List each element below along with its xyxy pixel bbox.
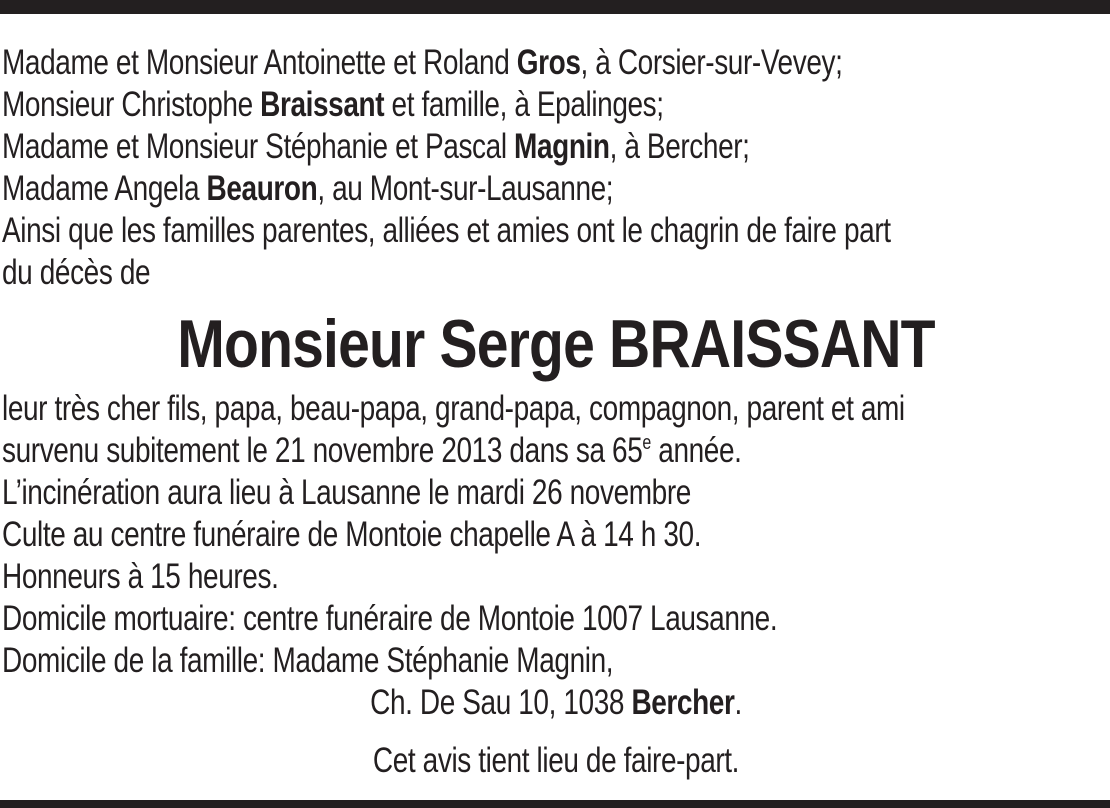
chagrin-line-2: du décès de (2, 253, 151, 292)
family-address-line (113, 682, 999, 724)
chagrin-line-1: Ainsi que les familles parentes, alliées et amies ont le chagrin de faire part (2, 211, 891, 250)
bottom-rule-bar (0, 800, 1110, 808)
family-line-text: Madame et Monsieur Antoinette et Roland (2, 43, 517, 82)
top-rule-bar (0, 0, 1110, 14)
death-date-text: année. (650, 431, 742, 470)
family-line-text: et famille, à Epalinges; (384, 85, 664, 124)
family-line-text: , au Mont-sur-Lausanne; (317, 169, 614, 208)
address-locality-bold: Bercher (631, 683, 735, 722)
family-line-text: Monsieur Christophe (2, 85, 261, 124)
family-line-text: Madame Angela (2, 169, 207, 208)
address-text: Ch. De Sau 10, 1038 (370, 683, 632, 722)
family-name-bold: Beauron (206, 169, 318, 208)
family-name-bold: Gros (516, 43, 581, 82)
death-date-line (2, 430, 888, 472)
tribute-line: leur très cher fils, papa, beau-papa, grand-papa, compagnon, parent et ami (2, 389, 905, 428)
family-line-text: Madame et Monsieur Stéphanie et Pascal (2, 127, 515, 166)
family-name-bold: Braissant (260, 85, 385, 124)
ordinal-superscript: e (642, 432, 651, 454)
domicile-mortuaire-line: Domicile mortuaire: centre funéraire de Montoie 1007 Lausanne. (2, 599, 778, 638)
address-text: . (734, 683, 742, 722)
deceased-name-title: Monsieur Serge BRAISSANT (177, 306, 935, 382)
cremation-line: L’incinération aura lieu à Lausanne le mardi 26 novembre (2, 473, 691, 512)
family-line-beauron (2, 168, 888, 210)
family-line-gros (2, 42, 888, 84)
honneurs-line: Honneurs à 15 heures. (2, 557, 279, 596)
family-name-bold: Magnin (514, 127, 610, 166)
family-line-magnin (2, 126, 888, 168)
closing-line: Cet avis tient lieu de faire-part. (372, 741, 740, 780)
domicile-famille-line: Domicile de la famille: Madame Stéphanie Magnin, (2, 641, 614, 680)
family-line-braissant (2, 84, 888, 126)
death-date-text: survenu subitement le 21 novembre 2013 dans sa 65 (2, 431, 643, 470)
family-line-text: , à Bercher; (609, 127, 750, 166)
notice-content (2, 14, 1110, 782)
culte-line: Culte au centre funéraire de Montoie chapelle A à 14 h 30. (2, 515, 702, 554)
family-line-text: , à Corsier-sur-Vevey; (580, 43, 843, 82)
